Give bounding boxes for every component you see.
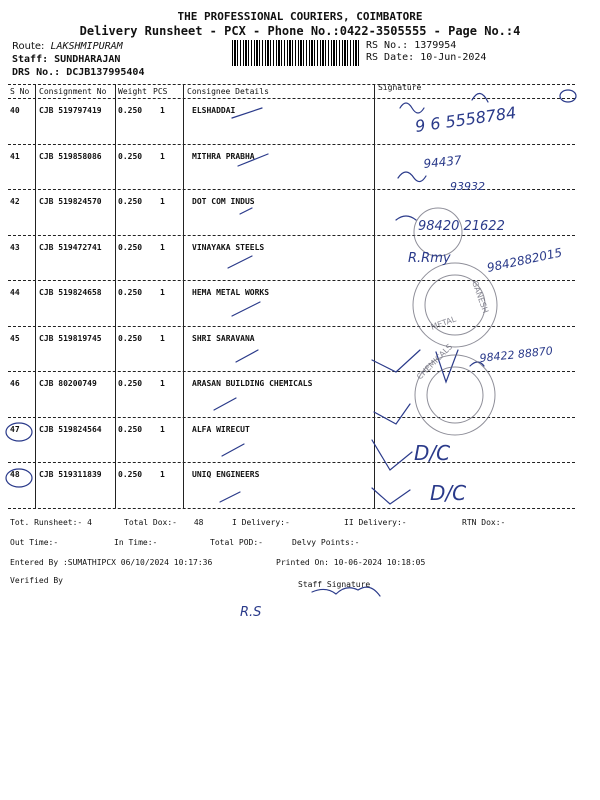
col-header-sno: S No [10, 87, 30, 96]
tick-mark [222, 444, 244, 456]
total-dox [124, 518, 203, 527]
route-label: Route: [12, 41, 45, 52]
total-dox-label: Total Dox:- [124, 518, 177, 527]
runsheet-title: Delivery Runsheet - PCX - Phone No.:0422-3505555 - Page No.:4 [79, 24, 521, 38]
staff-line [12, 54, 120, 65]
col-divider [115, 84, 116, 508]
rs-date-line [366, 52, 486, 63]
cell-sno: 47 [10, 424, 20, 434]
handwritten-staff-initials: R.S [240, 605, 262, 620]
cell-consignee: ELSHADDAI [192, 106, 236, 115]
col-divider [183, 84, 184, 508]
table-header-rule [8, 98, 575, 99]
cell-consignment: CJB 519819745 [39, 333, 102, 343]
cell-consignee: DOT COM INDUS [192, 197, 255, 206]
cell-consignment: CJB 519797419 [39, 106, 102, 115]
cell-consignee: VINAYAKA STEELS [192, 242, 265, 252]
handwritten-phone: 94437 [422, 153, 463, 171]
cell-sno: 41 [10, 151, 20, 161]
handwritten-phone: 98420 21622 [418, 219, 505, 234]
company-stamp-inner [427, 367, 483, 423]
cell-pcs: 1 [160, 379, 165, 388]
cell-consignment: CJB 519824570 [39, 197, 102, 206]
tick-mark [236, 350, 258, 362]
col-header-signature: Signature [378, 83, 422, 92]
cell-pcs: 1 [160, 106, 165, 115]
rs-date-label: RS Date: [366, 52, 415, 63]
row-rule [8, 417, 575, 418]
cell-sno: 45 [10, 333, 20, 343]
cell-sno: 44 [10, 288, 20, 297]
company-title: THE PROFESSIONAL COURIERS, COIMBATORE [177, 10, 423, 23]
handwritten-phone: 9842882015 [485, 245, 564, 275]
company-stamp [415, 355, 495, 435]
tick-mark [232, 108, 262, 118]
stamp-text: METAL [429, 314, 458, 332]
cell-sno: 43 [10, 242, 20, 252]
staff-signature-label: Staff Signature [298, 580, 371, 589]
row-rule [8, 326, 575, 327]
tick-mark [228, 256, 252, 268]
staff-label: Staff: [12, 54, 49, 65]
signature-scribble [374, 404, 410, 424]
cell-pcs: 1 [160, 151, 165, 161]
out-time: Out Time:- [10, 538, 59, 547]
verified-by: Verified By [10, 576, 63, 585]
barcode [232, 40, 360, 66]
cell-consignee: SHRI SARAVANA [192, 333, 255, 343]
rs-no-line [366, 40, 456, 51]
signature-scribble [372, 440, 412, 470]
cell-sno: 46 [10, 379, 20, 388]
col-divider [374, 84, 375, 508]
cell-consignee: HEMA METAL WORKS [192, 288, 270, 297]
signature-scribble [398, 172, 426, 182]
row-rule [8, 371, 575, 372]
handwritten-dc: D/C [414, 441, 451, 465]
cell-pcs: 1 [160, 288, 165, 297]
printed-on: Printed On: 10-06-2024 10:18:05 [276, 558, 426, 567]
row-rule [8, 144, 575, 145]
rs-no-value: 1379954 [414, 40, 457, 51]
row-rule [8, 462, 575, 463]
cell-weight: 0.250 [118, 288, 143, 297]
rtn-dox: RTN Dox:- [462, 518, 506, 527]
staff-value: SUNDHARAJAN [54, 54, 121, 65]
handwritten-sign: R.Rmy [408, 251, 451, 266]
cell-sno: 48 [10, 470, 20, 479]
company-stamp [414, 208, 462, 256]
stamp-text: CHEMICALS [415, 342, 455, 382]
handwritten-phone: 93932 [450, 180, 485, 193]
tot-runsheet: Tot. Runsheet:- 4 [10, 518, 92, 527]
signature-scribble [400, 90, 576, 113]
total-dox-value: 48 [193, 518, 204, 527]
company-stamp [413, 263, 497, 347]
cell-weight: 0.250 [118, 197, 143, 206]
drs-label: DRS No.: [12, 67, 61, 78]
ii-delivery: II Delivery:- [344, 518, 407, 527]
col-header-consignment: Consignment No [39, 87, 107, 96]
route-value: LAKSHMIPURAM [50, 41, 123, 52]
cell-weight: 0.250 [118, 106, 143, 115]
row-rule [8, 189, 575, 190]
row-rule [8, 235, 575, 236]
signature-scribble [396, 216, 416, 220]
cell-weight: 0.250 [118, 424, 143, 434]
cell-consignee: UNIQ ENGINEERS [192, 470, 260, 479]
signature-scribble [436, 350, 484, 382]
stamp-text: GANESH [470, 279, 491, 315]
tick-mark [214, 398, 236, 410]
signature-scribble [372, 350, 420, 372]
cell-sno: 42 [10, 197, 20, 206]
cell-consignment: CJB 519472741 [39, 242, 102, 252]
handwritten-phone: 9 6 5558784 [413, 102, 518, 136]
cell-pcs: 1 [160, 333, 165, 343]
entered-by: Entered By :SUMATHIPCX 06/10/2024 10:17:36 [10, 558, 213, 567]
cell-consignment: CJB 80200749 [39, 379, 97, 388]
tick-mark [232, 302, 260, 316]
col-header-pcs: PCS [153, 87, 168, 96]
cell-weight: 0.250 [118, 379, 143, 388]
handwritten-phone: 98422 88870 [478, 344, 554, 365]
col-header-consignee: Consignee Details [187, 87, 269, 96]
cell-pcs: 1 [160, 424, 165, 434]
drs-value: DCJB137995404 [66, 67, 145, 78]
in-time: In Time:- [114, 538, 158, 547]
drs-line [12, 67, 144, 78]
handwritten-dc: D/C [430, 481, 467, 505]
rs-date-value: 10-Jun-2024 [420, 52, 487, 63]
cell-consignment: CJB 519824564 [39, 424, 102, 434]
table-top-rule [8, 84, 575, 85]
cell-weight: 0.250 [118, 333, 143, 343]
signature-scribble [372, 488, 410, 504]
delvy-points: Delvy Points:- [292, 538, 360, 547]
tick-mark [240, 208, 252, 214]
rs-no-label: RS No.: [366, 40, 409, 51]
cell-weight: 0.250 [118, 242, 143, 252]
row-rule [8, 280, 575, 281]
cell-consignment: CJB 519824658 [39, 288, 102, 297]
cell-consignee: ALFA WIRECUT [192, 424, 250, 434]
cell-weight: 0.250 [118, 151, 143, 161]
cell-pcs: 1 [160, 242, 165, 252]
cell-sno: 40 [10, 106, 20, 115]
cell-consignee: MITHRA PRABHA [192, 151, 255, 161]
col-divider [35, 84, 36, 508]
tick-mark [220, 492, 240, 502]
table-bottom-rule [8, 508, 575, 509]
route-line [12, 41, 123, 52]
cell-consignment: CJB 519311839 [39, 470, 102, 479]
cell-weight: 0.250 [118, 470, 143, 479]
cell-consignment: CJB 519858086 [39, 151, 102, 161]
i-delivery: I Delivery:- [232, 518, 290, 527]
total-pod: Total POD:- [210, 538, 263, 547]
cell-consignee: ARASAN BUILDING CHEMICALS [192, 379, 313, 388]
col-header-weight: Weight [118, 87, 147, 96]
cell-pcs: 1 [160, 470, 165, 479]
cell-pcs: 1 [160, 197, 165, 206]
